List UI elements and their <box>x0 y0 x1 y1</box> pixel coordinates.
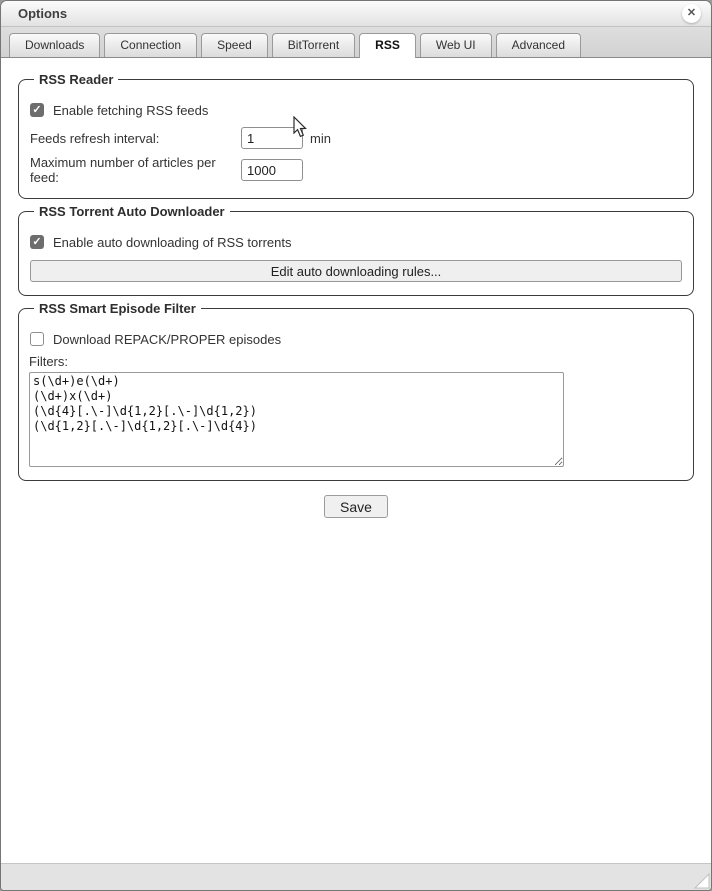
edit-rules-button[interactable]: Edit auto downloading rules... <box>30 260 682 282</box>
repack-checkbox[interactable] <box>30 332 44 346</box>
refresh-interval-input[interactable] <box>241 127 303 149</box>
smart-filter-fieldset <box>18 301 694 481</box>
rss-reader-legend: RSS Reader <box>39 72 114 87</box>
max-articles-input[interactable] <box>241 159 303 181</box>
enable-autodl-label: Enable auto downloading of RSS torrents <box>53 234 292 250</box>
max-articles-label: Maximum number of articles per feed: <box>30 155 216 185</box>
refresh-interval-label: Feeds refresh interval: <box>30 130 160 146</box>
checkmark-icon: ✓ <box>32 235 42 248</box>
enable-autodl-row <box>30 231 683 253</box>
checkmark-icon: ✓ <box>32 103 42 116</box>
max-articles-row <box>30 155 683 185</box>
resize-grip-icon[interactable] <box>694 873 710 889</box>
enable-rss-label: Enable fetching RSS feeds <box>53 102 209 118</box>
close-icon[interactable]: ✕ <box>682 4 701 23</box>
refresh-interval-unit: min <box>310 130 331 146</box>
auto-downloader-fieldset <box>18 204 694 296</box>
options-tabbar <box>1 27 711 58</box>
repack-row <box>30 328 683 350</box>
auto-downloader-legend: RSS Torrent Auto Downloader <box>39 204 225 219</box>
tab-webui[interactable]: Web UI <box>420 33 492 57</box>
filters-textarea[interactable] <box>29 372 564 467</box>
rss-reader-fieldset <box>18 72 694 199</box>
filters-label: Filters: <box>29 354 68 369</box>
save-row <box>18 495 694 518</box>
dialog-footer <box>1 863 711 890</box>
tab-bittorrent[interactable]: BitTorrent <box>272 33 355 57</box>
repack-label: Download REPACK/PROPER episodes <box>53 331 282 347</box>
tab-rss[interactable]: RSS <box>359 33 416 58</box>
rss-tab-content <box>1 58 711 863</box>
enable-rss-checkbox[interactable] <box>30 103 44 117</box>
refresh-interval-row <box>30 127 683 149</box>
tab-advanced[interactable]: Advanced <box>496 33 581 57</box>
enable-autodl-checkbox[interactable] <box>30 235 44 249</box>
tab-speed[interactable]: Speed <box>201 33 268 57</box>
save-button[interactable]: Save <box>324 495 388 518</box>
dialog-title: Options <box>18 6 68 21</box>
tab-downloads[interactable]: Downloads <box>9 33 100 57</box>
enable-rss-row <box>30 99 683 121</box>
dialog-titlebar <box>1 1 711 27</box>
smart-filter-legend: RSS Smart Episode Filter <box>39 301 196 316</box>
tab-connection[interactable]: Connection <box>104 33 197 57</box>
